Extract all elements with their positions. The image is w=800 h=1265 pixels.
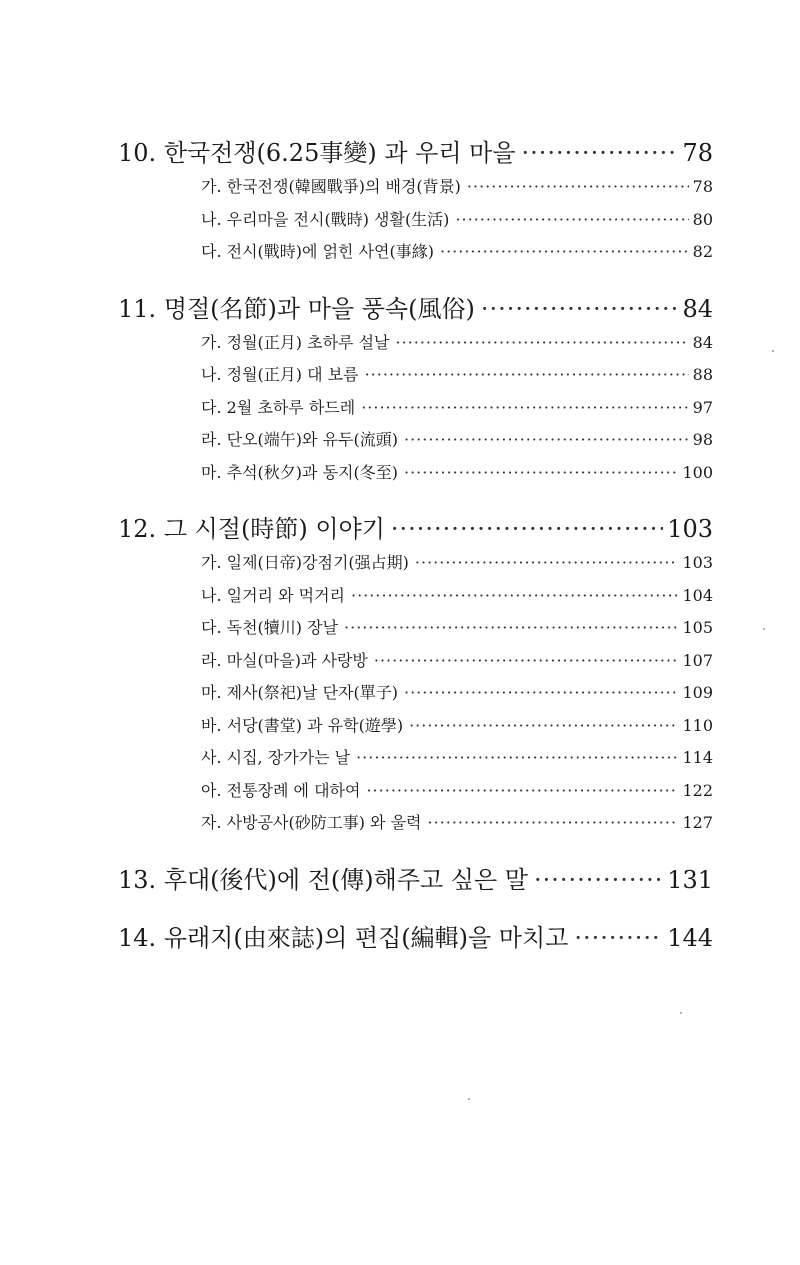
chapter-title <box>118 862 528 898</box>
dot-leader <box>361 392 688 425</box>
section-title <box>201 236 434 269</box>
scan-speck <box>772 350 774 352</box>
toc-section[interactable] <box>201 547 713 580</box>
section-title <box>201 645 368 678</box>
dot-leader <box>344 612 678 645</box>
dot-leader <box>404 677 678 710</box>
page-number: 98 <box>692 430 713 449</box>
section-title <box>201 677 398 710</box>
page-number: 105 <box>682 618 713 637</box>
page-number: 110 <box>682 715 713 735</box>
section-title-text: 시집, 장가가는 날 <box>226 748 351 767</box>
page-number: 131 <box>667 865 713 894</box>
dot-leader <box>391 511 663 547</box>
page-number: 114 <box>682 748 713 767</box>
dot-leader <box>534 862 663 898</box>
dot-leader <box>415 547 679 580</box>
toc-section[interactable] <box>201 677 713 710</box>
section-marker: 라. <box>201 650 222 670</box>
section-title <box>201 742 350 775</box>
page-number: 88 <box>692 365 713 384</box>
dot-leader <box>366 775 678 808</box>
dot-leader <box>467 171 689 204</box>
section-marker: 나. <box>201 365 222 384</box>
dot-leader <box>428 807 679 840</box>
dot-leader <box>365 359 689 392</box>
chapter-number: 14. <box>118 923 157 952</box>
section-title <box>201 204 449 237</box>
toc-section[interactable] <box>201 171 713 204</box>
page-number: 97 <box>692 397 713 417</box>
dot-leader <box>404 424 689 457</box>
page-number: 78 <box>682 139 713 167</box>
chapter-number: 12. <box>118 515 157 543</box>
toc-section[interactable] <box>201 807 713 840</box>
section-title-text: 일거리 와 먹거리 <box>226 585 346 605</box>
dot-leader <box>351 580 678 613</box>
section-title-text: 한국전쟁(韓國戰爭)의 배경(背景) <box>226 177 461 196</box>
page-number: 144 <box>667 923 713 952</box>
dot-leader <box>574 920 663 956</box>
section-title-text: 우리마을 전시(戰時) 생활(生活) <box>226 209 450 229</box>
section-marker: 나. <box>201 585 222 605</box>
section-title <box>201 580 345 613</box>
dot-leader <box>374 645 679 678</box>
toc-chapter-12[interactable] <box>118 511 713 547</box>
page-number: 100 <box>682 462 713 482</box>
section-marker: 가. <box>201 553 222 572</box>
section-title-text: 일제(日帝)강점기(强占期) <box>226 553 409 572</box>
page-number: 109 <box>682 683 713 702</box>
chapter-title-text: 그 시절(時節) 이야기 <box>163 515 385 543</box>
section-title <box>201 327 390 360</box>
toc-section[interactable] <box>201 236 713 269</box>
dot-leader <box>522 135 679 171</box>
chapter-title <box>118 511 385 547</box>
toc-section[interactable] <box>201 645 713 678</box>
chapter-title-text: 명절(名節)과 마을 풍속(風俗) <box>163 294 475 323</box>
section-title-text: 제사(祭祀)날 단자(單子) <box>226 683 398 702</box>
page-number: 78 <box>692 177 713 196</box>
section-marker: 나. <box>201 209 222 229</box>
chapter-number: 13. <box>118 865 157 894</box>
page-number: 84 <box>682 294 713 323</box>
dot-leader <box>404 457 678 490</box>
section-title <box>201 424 398 457</box>
section-title <box>201 457 398 490</box>
dot-leader <box>409 710 678 743</box>
dot-leader <box>455 204 688 237</box>
toc-section[interactable] <box>201 359 713 392</box>
dot-leader <box>396 327 689 360</box>
toc-chapter-13[interactable] <box>118 862 713 898</box>
scan-speck <box>468 1098 470 1100</box>
chapter-title-text: 한국전쟁(6.25事變) 과 우리 마을 <box>163 139 516 167</box>
page-number: 84 <box>692 332 713 352</box>
section-marker: 라. <box>201 430 222 449</box>
toc-section[interactable] <box>201 457 713 490</box>
section-marker: 다. <box>201 242 222 261</box>
section-title <box>201 547 409 580</box>
page-number: 107 <box>682 650 713 670</box>
toc-chapter-14[interactable] <box>118 920 713 956</box>
toc-section[interactable] <box>201 710 713 743</box>
section-title <box>201 807 422 840</box>
section-title <box>201 171 461 204</box>
section-title-text: 2월 초하루 하드레 <box>226 397 356 417</box>
section-marker: 마. <box>201 683 222 702</box>
page-number: 82 <box>692 242 713 261</box>
scan-speck <box>680 1012 682 1014</box>
section-title-text: 정월(正月) 대 보름 <box>226 365 359 384</box>
page-number: 127 <box>682 813 713 832</box>
chapter-number: 11. <box>118 294 157 323</box>
toc-section[interactable] <box>201 204 713 237</box>
section-title-text: 전통장례 에 대하여 <box>226 780 361 800</box>
section-marker: 자. <box>201 813 222 832</box>
toc-section[interactable] <box>201 392 713 425</box>
section-title-text: 사방공사(砂防工事) 와 울력 <box>226 813 422 832</box>
chapter-number: 10. <box>118 139 157 167</box>
section-marker: 가. <box>201 332 222 352</box>
section-title-text: 정월(正月) 초하루 설날 <box>226 332 390 352</box>
page-number: 103 <box>682 553 713 572</box>
section-title <box>201 392 355 425</box>
page-number: 122 <box>682 780 713 800</box>
dot-leader <box>356 742 678 775</box>
section-marker: 다. <box>201 618 222 637</box>
section-title <box>201 612 338 645</box>
section-title-text: 독천(犢川) 장날 <box>226 618 339 637</box>
page-number: 103 <box>667 515 713 543</box>
section-marker: 사. <box>201 748 222 767</box>
toc-section[interactable] <box>201 580 713 613</box>
section-title <box>201 359 359 392</box>
chapter-title-text: 후대(後代)에 전(傳)해주고 싶은 말 <box>163 865 528 894</box>
toc-section[interactable] <box>201 424 713 457</box>
chapter-title-text: 유래지(由來誌)의 편집(編輯)을 마치고 <box>163 923 569 952</box>
toc-section[interactable] <box>201 327 713 360</box>
section-title-text: 추석(秋夕)과 동지(冬至) <box>226 462 398 482</box>
section-title <box>201 710 403 743</box>
chapter-title <box>118 291 475 327</box>
section-marker: 가. <box>201 177 222 196</box>
section-title-text: 마실(마을)과 사랑방 <box>226 650 368 670</box>
section-title-text: 서당(書堂) 과 유학(遊學) <box>226 715 404 735</box>
section-marker: 바. <box>201 715 222 735</box>
toc-section[interactable] <box>201 775 713 808</box>
dot-leader <box>440 236 689 269</box>
page-number: 80 <box>692 209 713 229</box>
section-title <box>201 775 360 808</box>
section-marker: 마. <box>201 462 222 482</box>
toc-chapter-10[interactable] <box>118 135 713 171</box>
table-of-contents <box>118 135 713 956</box>
toc-section[interactable] <box>201 612 713 645</box>
toc-chapter-11[interactable] <box>118 291 713 327</box>
scan-speck <box>763 628 765 630</box>
chapter-title <box>118 135 516 171</box>
section-marker: 다. <box>201 397 222 417</box>
section-title-text: 단오(端午)와 유두(流頭) <box>226 430 398 449</box>
section-title-text: 전시(戰時)에 얽힌 사연(事緣) <box>226 242 434 261</box>
section-marker: 아. <box>201 780 222 800</box>
chapter-title <box>118 920 568 956</box>
page-number: 104 <box>682 585 713 605</box>
toc-section[interactable] <box>201 742 713 775</box>
dot-leader <box>481 291 679 327</box>
